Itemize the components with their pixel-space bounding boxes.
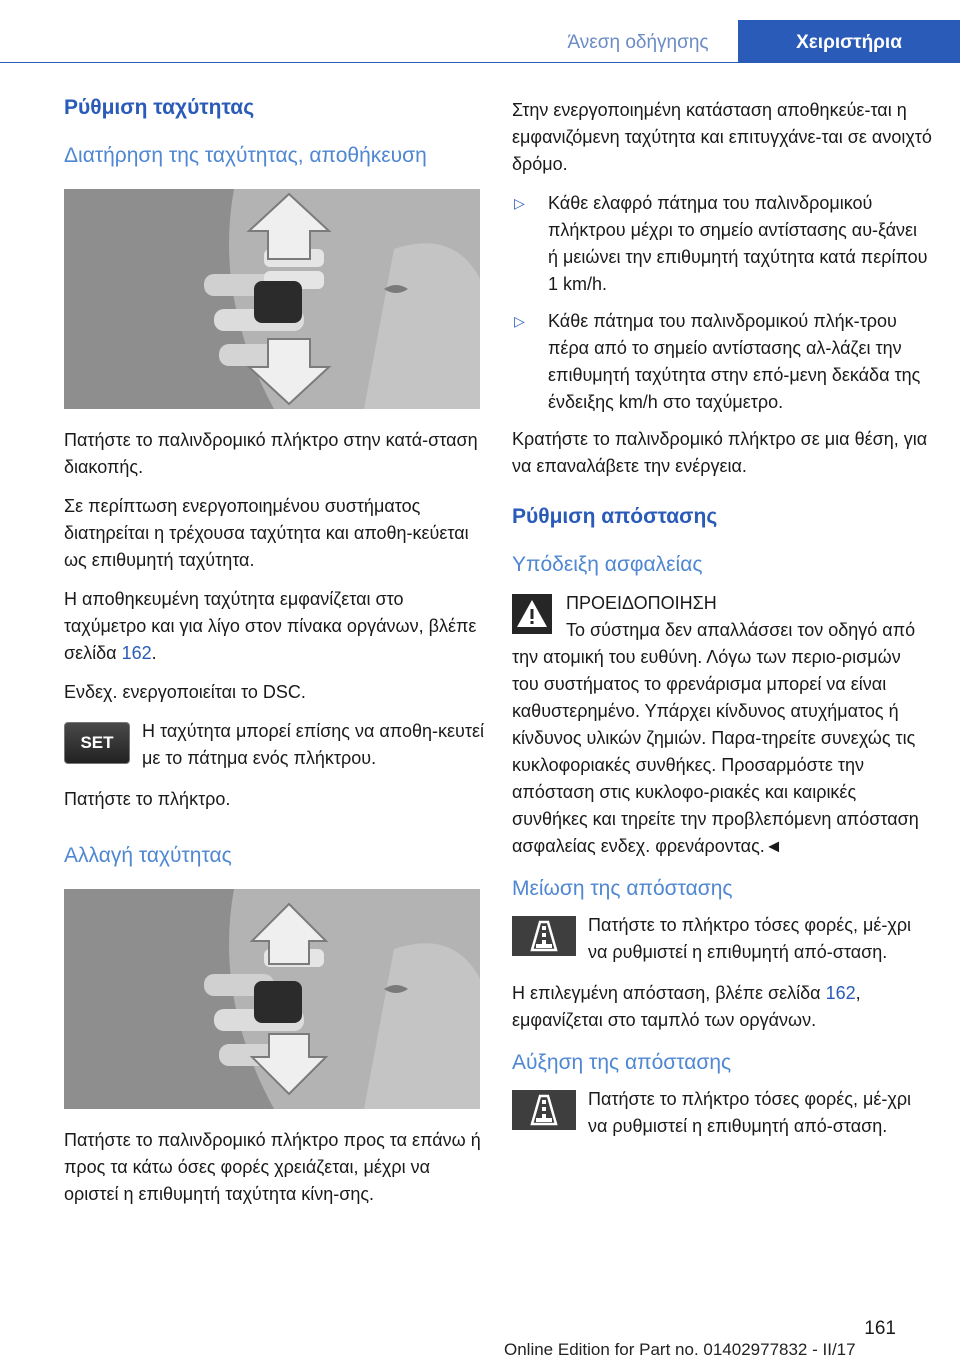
warning-title: ΠΡΟΕΙΔΟΠΟΙΗΣΗ [566,593,717,613]
page-link-162-distance[interactable]: 162 [825,983,856,1003]
paragraph-set-store: Η ταχύτητα μπορεί επίσης να αποθη-κευτεί με το πάτημα ενός πλήκτρου. [142,721,484,768]
header-rule [0,62,960,63]
paragraph-hold-rocker: Κρατήστε το παλινδρομικό πλήκτρο σε μια θέση, για να επαναλάβετε την ενέργεια. [512,429,928,476]
right-column [512,97,932,1154]
stored-speed-end: . [151,643,157,663]
heading-change-speed: Αλλαγή ταχύτητας [64,844,232,867]
tab-driving-comfort[interactable]: Άνεση οδήγησης [567,32,709,53]
heading-increase-distance: Αύξηση της απόστασης [512,1051,732,1074]
bullet-light-press [512,190,932,298]
bullet-full-press [512,308,932,416]
page-header [0,0,960,62]
paragraph-stored-speed [64,586,484,667]
paragraph-decrease: Πατήστε το πλήκτρο τόσες φορές, μέ-χρι να ρυθμιστεί η επιθυμητή από-σταση. [588,915,912,962]
warning-text: Το σύστημα δεν απαλλάσσει τον οδηγό από την ατομική του ευθύνη. Λόγω των περιο-ρισμών του συστήματος το φρενάρισμα μπορεί να είναι καθυστερημένο. Υπάρχει κίνδυνος ατυχήματος ή κίνδυνος υλικών ζημιών. Παρα-τηρείτε συνεχώς τις κυκλοφοριακές συνθήκες. Προσαρμόστε την απόσταση στις κυκλοφο-ριακές και καιρικές συνθήκες και τηρείτε την προβλεπόμενη απόσταση ασφαλείας ενδεχ. φρενάροντας.◄ [512,620,919,856]
paragraph-active-system: Σε περίπτωση ενεργοποιημένου συστήματος διατηρείται η τρέχουσα ταχύτητα και αποθη-κεύεται ως επιθυμητή ταχύτητα. [64,496,469,570]
bullet-triangle-icon: ▷ [514,195,525,211]
increase-distance-row [512,1086,932,1146]
left-column [64,95,484,1220]
distance-increase-icon [512,1090,576,1130]
paragraph-press-button: Πατήστε το πλήκτρο. [64,789,231,809]
tab-controls[interactable]: Χειριστήρια [738,20,960,62]
heading-speed-setting: Ρύθμιση ταχύτητας [64,96,255,119]
bullet-light-press-text: Κάθε ελαφρό πάτημα του παλινδρομικού πλήκτρου μέχρι το σημείο αντίστασης αυ-ξάνει ή μειώνει την επιθυμητή ταχύτητα κατά περίπου 1 km/h. [548,193,928,294]
paragraph-dsc: Ενδεχ. ενεργοποιείται το DSC. [64,682,306,702]
paragraph-change-speed: Πατήστε το παλινδρομικό πλήκτρο προς τα επάνω ή προς τα κάτω όσες φορές χρειάζεται, μέχρι να οριστεί η επιθυμητή ταχύτητα κίνη-σης. [64,1130,481,1204]
paragraph-increase: Πατήστε το πλήκτρο τόσες φορές, μέ-χρι να ρυθμιστεί η επιθυμητή από-σταση. [588,1089,912,1136]
heading-store-speed: Διατήρηση της ταχύτητας, αποθήκευση [64,144,427,167]
set-button-icon: SET [64,722,130,764]
steering-wheel-photo-change [64,889,480,1109]
heading-decrease-distance: Μείωση της απόστασης [512,877,733,900]
page-link-162[interactable]: 162 [121,643,152,663]
steering-wheel-photo-store [64,189,480,409]
paragraph-selected-distance [512,980,932,1034]
heading-distance-setting: Ρύθμιση απόστασης [512,505,718,528]
selected-distance-text: Η επιλεγμένη απόσταση, βλέπε σελίδα [512,983,826,1003]
selected-distance-end: , εμφανίζεται στο ταμπλό των οργάνων. [512,983,861,1030]
bullet-full-press-text: Κάθε πάτημα του παλινδρομικού πλήκ-τρου πέρα από το σημείο αντίστασης αλ-λάζει την επιθυμητή ταχύτητα στην επό-μενη δεκάδα της ένδειξης km/h στο ταχύμετρο. [548,311,921,412]
page-number: 161 [864,1318,896,1339]
distance-decrease-icon [512,916,576,956]
set-button-row [64,718,484,778]
warning-block [512,590,932,860]
bullet-triangle-icon: ▷ [514,313,525,329]
paragraph-active-state: Στην ενεργοποιημένη κατάσταση αποθηκεύε-ται η εμφανιζόμενη ταχύτητα και επιτυγχάνε-ται σε ανοιχτό δρόμο. [512,100,932,174]
warning-triangle-icon [512,594,552,634]
heading-safety-note: Υπόδειξη ασφαλείας [512,553,703,576]
paragraph-press-rocker: Πατήστε το παλινδρομικό πλήκτρο στην κατά-σταση διακοπής. [64,430,478,477]
page-footer [0,1318,960,1362]
edition-line: Online Edition for Part no. 01402977832 - II/17 [504,1340,856,1359]
decrease-distance-row [512,912,932,972]
stored-speed-text: Η αποθηκευμένη ταχύτητα εμφανίζεται στο ταχύμετρο και για λίγο στον πίνακα οργάνων, βλέπε σελίδα [64,589,477,663]
